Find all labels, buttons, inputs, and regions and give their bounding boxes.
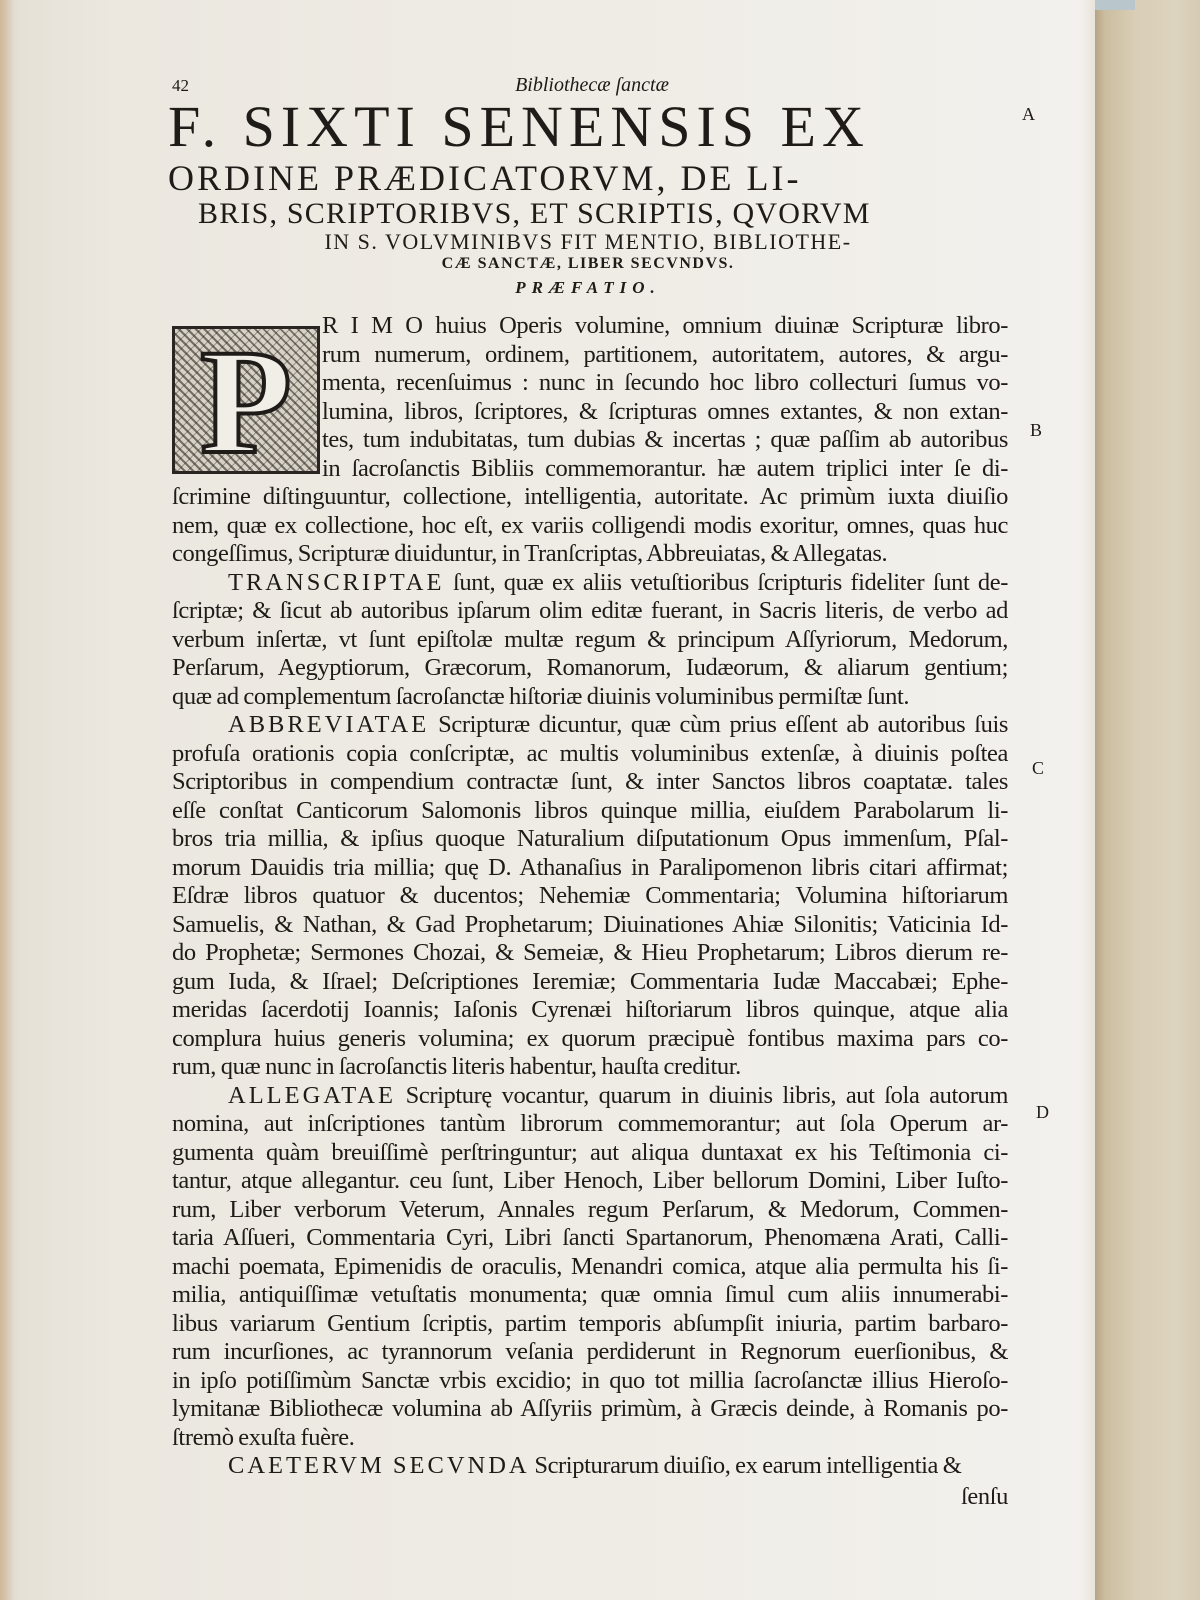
line-text: complura huius generis volumina; ex quorum præcipuè fontibus maxima pars co-: [172, 1024, 1008, 1052]
line-text: libus variarum Gentium ſcriptis, partim temporis abſumpſit iniuria, partim barbaro-: [172, 1309, 1008, 1337]
text-line: [172, 683, 1008, 712]
text-line: [172, 797, 1008, 826]
line-text: rum incurſiones, ac tyrannorum veſania perdiderunt in Regnorum euerſionibus, &: [172, 1338, 1008, 1365]
title-line-3: BRIS, SCRIPTORIBVS, ET SCRIPTIS, QVORVM: [198, 197, 871, 230]
paragraph-start-line: [172, 1452, 1008, 1481]
section-heading: PRÆFATIO.: [515, 278, 661, 297]
line-text: Eſdræ libros quatuor & ducentos; Nehemiæ Commentaria; Volumina hiſtoriarum: [172, 882, 1008, 909]
text-line: [172, 654, 1008, 683]
text-line: [172, 1053, 1008, 1082]
text-line: rum numerum, ordinem, partitionem, autoritatem, autores, & argu-: [322, 340, 1008, 368]
text-line: [172, 1110, 1008, 1139]
text-line: [172, 1395, 1008, 1424]
text-line: tes, tum indubitatas, tum dubias & incertas ; quæ paſſim ab autoribus: [322, 426, 1008, 453]
text-line: [172, 968, 1008, 997]
text-line: [172, 996, 1008, 1025]
text-line: [172, 825, 1008, 854]
line-text: ſtremò exuſta fuère.: [172, 1423, 355, 1451]
chapter-title: [168, 96, 1008, 274]
dropcap-letter: P: [200, 326, 292, 474]
next-page-edge: [1095, 0, 1200, 1600]
title-line-1: F. SIXTI SENENSIS EX: [168, 94, 870, 159]
line-text: verbum inſertæ, vt ſunt epiſtolæ multæ regum & principum Aſſyriorum, Medorum,: [172, 625, 1008, 653]
line-text: morum Dauidis tria millia; quę D. Athanaſius in Paralipomenon libris citari affirmat;: [172, 853, 1008, 881]
text-line: [172, 854, 1008, 883]
title-line-5: CÆ SANCTÆ, LIBER SECVNDVS.: [441, 255, 735, 272]
running-head: Bibliothecæ ſanctæ: [515, 74, 669, 96]
text-line: [172, 1224, 1008, 1253]
text-line: [172, 768, 1008, 797]
text-line: [172, 740, 1008, 769]
line-text: lymitanæ Bibliothecæ volumina ab Aſſyriis primùm, à Græcis deinde, à Romanis po-: [172, 1395, 1008, 1422]
line-text: bros tria millia, & ipſius quoque Naturalium diſputationum Opus immenſum, Pſal-: [172, 825, 1008, 852]
margin-letter-c: C: [1032, 758, 1045, 778]
line-text: rum, quæ nunc in ſacroſanctis literis habentur, hauſta creditur.: [172, 1053, 741, 1080]
line-text: do Prophetæ; Sermones Chozai, & Semeiæ, & Hieu Prophetarum; Libros dierum re-: [172, 939, 1008, 966]
text-line: lumina, libros, ſcriptores, & ſcripturas omnes extantes, & non extan-: [322, 397, 1008, 425]
intro-paragraph: [322, 312, 1008, 483]
title-line-2: ORDINE PRÆDICATORVM, DE LI-: [168, 158, 802, 198]
text-line: [172, 1253, 1008, 1282]
line-text: Scriptoribus in compendium contractæ ſunt, & inter Sanctos libros coaptatæ. tales: [172, 768, 1008, 795]
text-line: [172, 483, 1008, 512]
line-text: ſcrimine diſtinguuntur, collectione, intelligentia, autoritate. Ac primùm iuxta diuiſio: [172, 483, 1008, 510]
text-line: [172, 1310, 1008, 1339]
text-line: [172, 1167, 1008, 1196]
line-text: tantur, atque allegantur. ceu ſunt, Liber Henoch, Liber bellorum Domini, Liber Iuſto-: [172, 1167, 1008, 1194]
text-line: [172, 540, 1008, 569]
paragraph-lead-caps: CAETERVM SECVNDA: [228, 1452, 530, 1479]
line-text: ſunt, quæ ex aliis vetuſtioribus ſcripturis fideliter ſunt de-: [444, 568, 1008, 596]
margin-letter-d: D: [1036, 1102, 1049, 1122]
line-text: Scripturarum diuiſio, ex earum intelligentia &: [529, 1452, 962, 1479]
line-text: eſſe conſtat Canticorum Salomonis libros quinque millia, eiuſdem Parabolarum li-: [172, 796, 1008, 824]
line-text: Perſarum, Aegyptiorum, Græcorum, Romanorum, Iudæorum, & aliarum gentium;: [172, 654, 1008, 681]
line-text: rum, Liber verborum Veterum, Annales regum Perſarum, & Medorum, Commen-: [172, 1195, 1008, 1223]
line-text: quæ ad complementum ſacroſanctæ hiſtoriæ diuinis voluminibus permiſtæ ſunt.: [172, 682, 910, 710]
line-text: congeſſimus, Scripturæ diuiduntur, in Tranſcriptas, Abbreuiatas, & Allegatas.: [172, 540, 888, 567]
text-line: [172, 1424, 1008, 1453]
text-line: [172, 1367, 1008, 1396]
line-text: machi poemata, Epimenidis de oraculis, Menandri comica, atque alia permulta his ſi-: [172, 1252, 1008, 1280]
paragraph-start-line: [172, 711, 1008, 740]
paragraph-lead-caps: ALLEGATAE: [228, 1081, 396, 1109]
text-line: [172, 1025, 1008, 1054]
text-line: [172, 1196, 1008, 1225]
text-line: [172, 512, 1008, 541]
text-line: [172, 1281, 1008, 1310]
line-text: profuſa orationis copia conſcriptæ, ac multis voluminibus extenſæ, à diuinis poſtea: [172, 739, 1008, 767]
body-text: [172, 483, 1008, 1481]
paragraph-start-line: [172, 1082, 1008, 1111]
line-text: gum Iuda, & Iſrael; Deſcriptiones Ieremiæ; Commentaria Iudæ Maccabæi; Ephe-: [172, 967, 1008, 995]
page-number: 42: [172, 76, 189, 95]
line-text: ſcriptæ; & ſicut ab autoribus ipſarum olim editæ fuerant, in Sacris literis, de verbo ad: [172, 597, 1008, 624]
line-text: nem, quæ ex collectione, hoc eſt, ex variis colligendi modis exoritur, omnes, quas huc: [172, 511, 1008, 539]
margin-letter-b: B: [1030, 420, 1043, 440]
text-line: [172, 597, 1008, 626]
paragraph-lead-caps: TRANSCRIPTAE: [228, 568, 445, 596]
line-text: meridas ſacerdotij Ioannis; Iaſonis Cyrenæi hiſtoriarum libros quinque, atque alia: [172, 996, 1008, 1023]
catchword-line: [172, 1483, 1008, 1512]
line-text: in ipſo potiſſimùm Sanctæ vrbis excidio; in quo tot millia ſacroſanctæ illius Hieroſo-: [172, 1366, 1008, 1394]
text-line: [172, 882, 1008, 911]
decorated-initial-icon: [172, 326, 320, 474]
line-text: taria Aſſueri, Commentaria Cyri, Libri ſancti Spartanorum, Phenomæna Arati, Calli-: [172, 1224, 1008, 1251]
line-text: Scripturę vocantur, quarum in diuinis libris, aut ſola autorum: [395, 1081, 1008, 1109]
title-line-4: IN S. VOLVMINIBVS FIT MENTIO, BIBLIOTHE-: [324, 229, 852, 254]
margin-letter-a: A: [1022, 104, 1035, 124]
text-line: [172, 911, 1008, 940]
paragraph-lead-caps: ABBREVIATAE: [228, 711, 430, 738]
text-line: [172, 1338, 1008, 1367]
line-text: milia, antiquiſſimæ vetuſtatis monumenta; quæ omnia ſimul cum aliis innumerabi-: [172, 1281, 1008, 1308]
catchword: ſenſu: [961, 1483, 1008, 1510]
text-line: R I M O huius Operis volumine, omnium diuinæ Scripturæ libro-: [322, 312, 1008, 339]
line-text: gumenta quàm breuiſſimè perſtringuntur; aut aliqua duntaxat ex his Teſtimonia ci-: [172, 1138, 1008, 1166]
text-line: menta, recenſuimus : nunc in ſecundo hoc libro collecturi ſumus vo-: [322, 369, 1008, 396]
text-line: [172, 1139, 1008, 1168]
line-text: Samuelis, & Nathan, & Gad Prophetarum; Diuinationes Ahiæ Silonitis; Vaticinia Id-: [172, 910, 1008, 938]
text-line: in ſacroſanctis Bibliis commemorantur. hæ autem triplici inter ſe di-: [322, 454, 1008, 482]
text-line: [172, 939, 1008, 968]
line-text: nomina, aut inſcriptiones tantùm librorum commemorantur; aut ſola Operum ar-: [172, 1110, 1008, 1137]
line-text: Scripturæ dicuntur, quæ cùm prius eſſent ab autoribus ſuis: [429, 711, 1008, 738]
paragraph-start-line: [172, 569, 1008, 598]
text-line: [172, 626, 1008, 655]
